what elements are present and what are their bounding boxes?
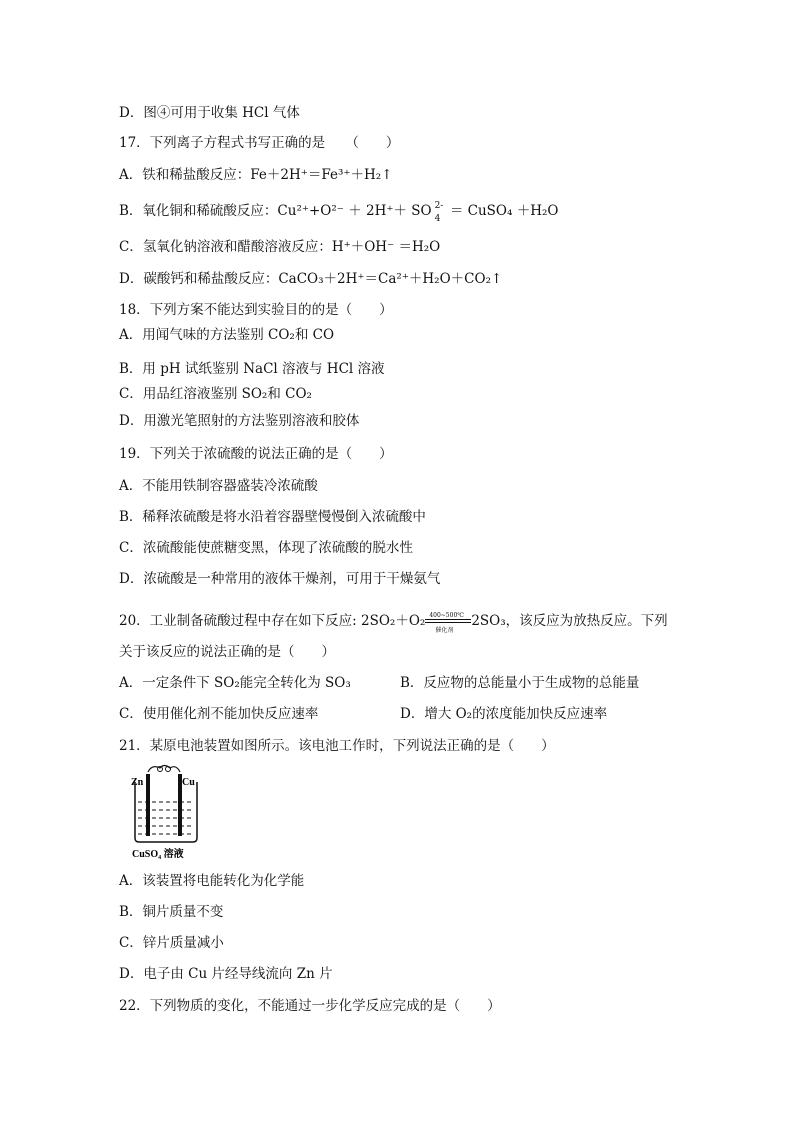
option-18c: C．用品红溶液鉴别 SO₂和 CO₂ bbox=[119, 386, 312, 402]
option-18a: A．用闻气味的方法鉴别 CO₂和 CO bbox=[119, 327, 335, 343]
option-19c: C．浓硫酸能使蔗糖变黑，体现了浓硫酸的脱水性 bbox=[119, 540, 413, 556]
option-20a: A．一定条件下 SO₂能完全转化为 SO₃ bbox=[119, 675, 351, 691]
option-18b: B．用 pH 试纸鉴别 NaCl 溶液与 HCl 溶液 bbox=[119, 361, 385, 377]
option-20c: C．使用催化剂不能加快反应速率 bbox=[119, 706, 319, 722]
cuso4-caption: CuSO₄ 溶液 bbox=[132, 849, 184, 860]
option-20b: B．反应物的总能量小于生成物的总能量 bbox=[400, 675, 640, 691]
question-20-line2: 关于该反应的说法正确的是（ ） bbox=[119, 644, 335, 660]
question-19: 19．下列关于浓硫酸的说法正确的是（ ） bbox=[119, 446, 393, 462]
option-20d: D．增大 O₂的浓度能加快反应速率 bbox=[400, 706, 608, 722]
condition-catalyst: 催化剂 bbox=[435, 626, 454, 634]
option-21b: B．铜片质量不变 bbox=[119, 904, 224, 920]
option-17d: D．碳酸钙和稀盐酸反应：CaCO₃＋2H⁺＝Ca²⁺＋H₂O＋CO₂↑ bbox=[119, 271, 503, 287]
sulfate-charge-top: 2- bbox=[434, 200, 444, 211]
question-20-text: 20．工业制备硫酸过程中存在如下反应: 2SO₂＋O₂ bbox=[119, 613, 426, 629]
question-17: 17．下列离子方程式书写正确的是 （ ） bbox=[119, 135, 400, 151]
condition-temperature: 400~500℃ bbox=[429, 611, 464, 619]
option-16d: D．图④可用于收集 HCl 气体 bbox=[119, 105, 300, 121]
galvanic-cell-figure bbox=[130, 764, 210, 860]
sulfate-charge bbox=[432, 200, 446, 224]
question-18: 18．下列方案不能达到实验目的的是（ ） bbox=[119, 302, 393, 318]
option-21d: D．电子由 Cu 片经导线流向 Zn 片 bbox=[119, 966, 333, 982]
option-17b-rest: ＝ CuSO₄ ＋H₂O bbox=[445, 203, 559, 219]
option-17a: A．铁和稀盐酸反应：Fe＋2H⁺＝Fe³⁺＋H₂↑ bbox=[119, 167, 393, 183]
question-22: 22．下列物质的变化，不能通过一步化学反应完成的是（ ） bbox=[119, 998, 501, 1014]
sulfate-charge-bottom: 4 bbox=[434, 213, 441, 224]
option-17b-text: B．氧化铜和稀硫酸反应：Cu²⁺+O²⁻ ＋ 2H⁺＋ SO bbox=[119, 203, 432, 219]
cu-label: Cu bbox=[182, 777, 195, 788]
question-20 bbox=[119, 611, 668, 634]
question-21: 21．某原电池装置如图所示。该电池工作时，下列说法正确的是（ ） bbox=[119, 738, 555, 754]
option-19b: B．稀释浓硫酸是将水沿着容器壁慢慢倒入浓硫酸中 bbox=[119, 509, 426, 525]
option-19a: A．不能用铁制容器盛装冷浓硫酸 bbox=[119, 478, 318, 494]
zn-label: Zn bbox=[131, 777, 144, 788]
reversible-arrow bbox=[425, 611, 471, 634]
option-19d: D．浓硫酸是一种常用的液体干燥剂，可用于干燥氨气 bbox=[119, 571, 441, 587]
option-21a: A．该装置将电能转化为化学能 bbox=[119, 873, 305, 889]
option-21c: C．锌片质量减小 bbox=[119, 935, 224, 951]
option-18d: D．用激光笔照射的方法鉴别溶液和胶体 bbox=[119, 413, 360, 429]
option-17b bbox=[119, 200, 559, 224]
question-20-rest: 2SO₃，该反应为放热反应。下列 bbox=[471, 613, 668, 629]
option-17c: C．氢氧化钠溶液和醋酸溶液反应：H⁺＋OH⁻ ＝H₂O bbox=[119, 239, 441, 255]
galvanic-cell-diagram bbox=[130, 764, 210, 860]
